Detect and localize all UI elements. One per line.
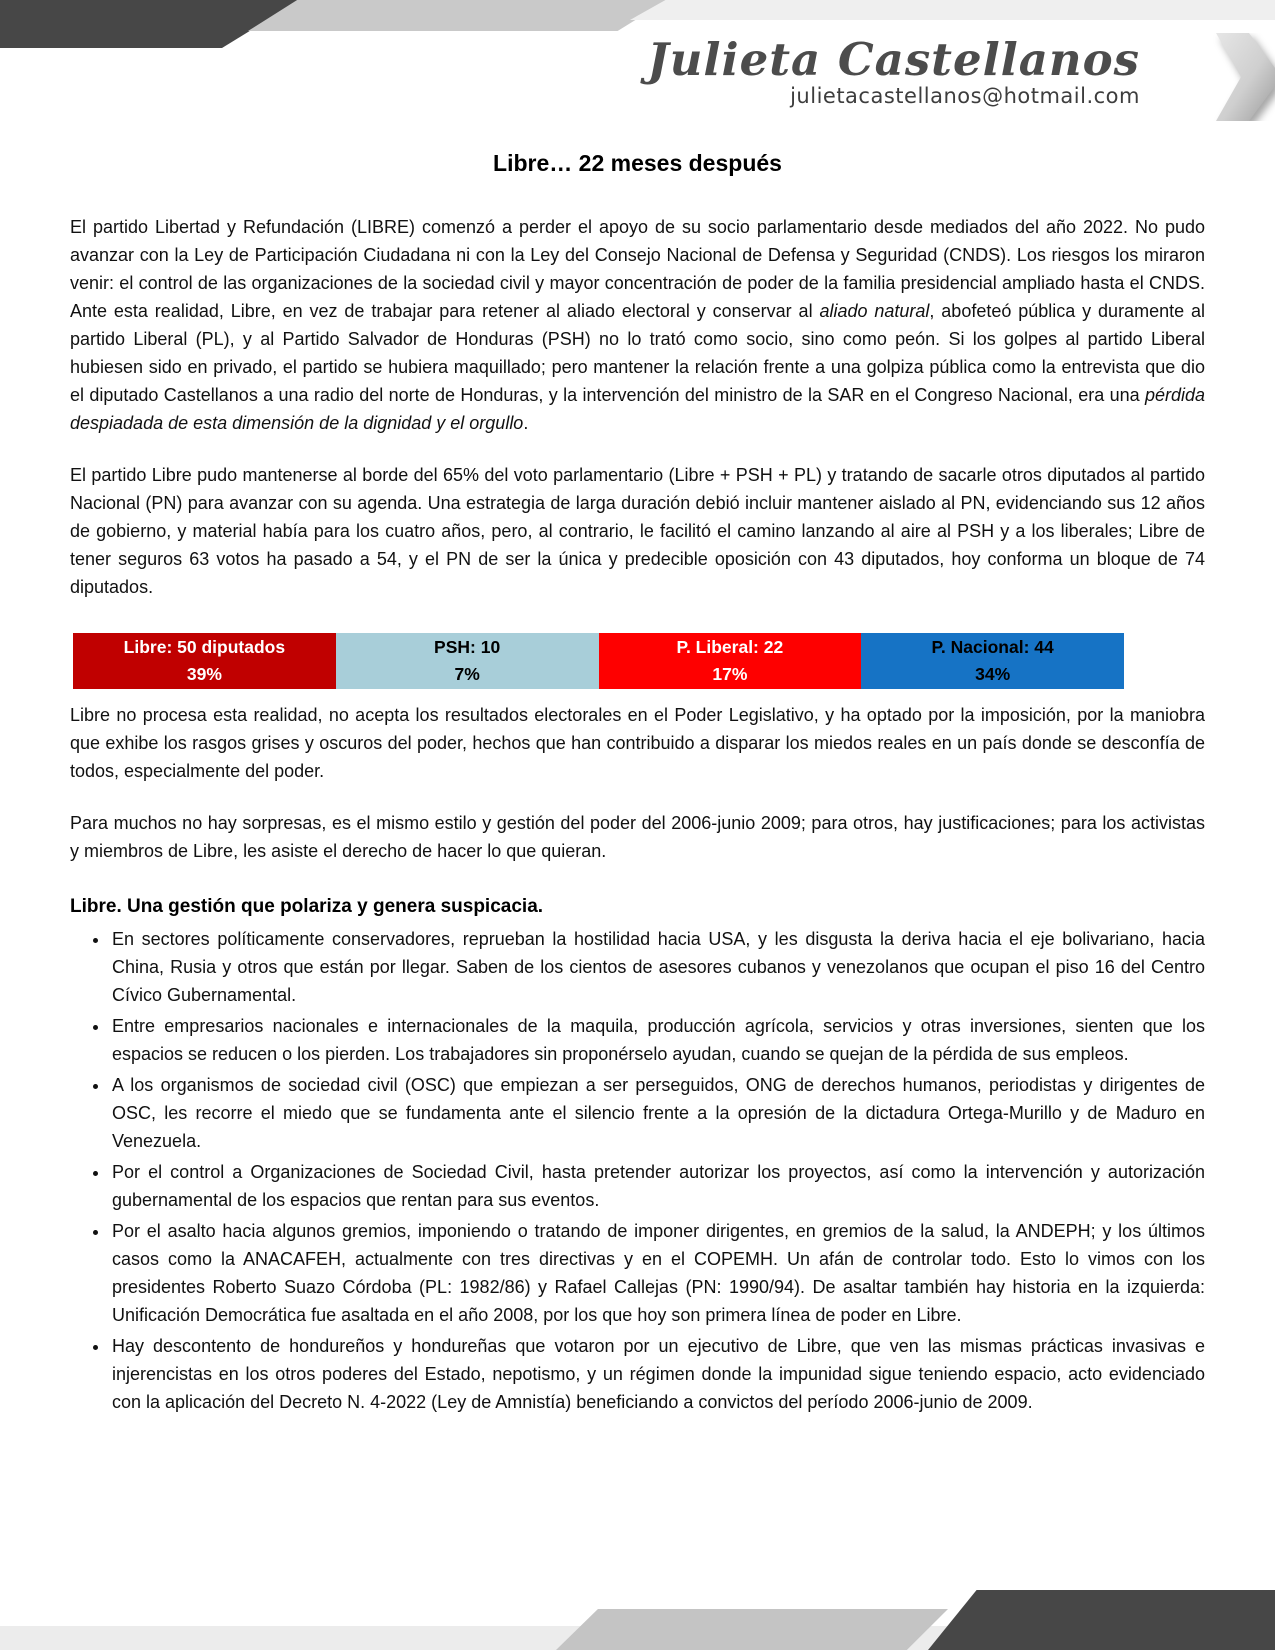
bullet-item-2: • Entre empresarios nacionales e internacionales de la maquila, producción agrícola, servicios y otras inversiones, sienten que los espacios se reducen o los pierden. Los trabajadores sin proponérselo ayudan, cuando se quejan de la pérdida de sus empleos. xyxy=(110,1012,1205,1068)
bullet-list xyxy=(70,925,1205,1416)
seat-cell-psh-percent: 7% xyxy=(454,664,480,684)
header-dark-parallelogram xyxy=(0,0,300,48)
seat-cell-nacional-percent: 34% xyxy=(975,664,1011,684)
seat-cell-nacional-label: P. Nacional: 44 xyxy=(931,637,1054,657)
header-gray-parallelogram xyxy=(248,0,668,31)
paragraph-1-text-cont: , abofeteó pública y duramente al partido Liberal (PL), y al Partido Salvador de Honduras (PSH) no lo trató como socio, sino como peón. Si los golpes al partido Liberal hubiesen sido en privado, el partido se hubiera maquillado; pero mantener la relación frente a una golpiza pública como la entrevista que dio el diputado Castellanos a una radio del norte de Honduras, y la intervención del ministro de la SAR en el Congreso Nacional, era una xyxy=(70,301,1205,405)
seat-cell-libre-label: Libre: 50 diputados xyxy=(123,637,286,657)
paragraph-2: El partido Libre pudo mantenerse al borde del 65% del voto parlamentario (Libre + PSH + PL) y tratando de sacarle otros diputados al partido Nacional (PN) para avanzar con su agenda. Una estrategia de larga duración debió incluir mantener aislado al PN, evidenciando sus 12 años de gobierno, y material había para los cuatro años, pero, al contrario, le facilitó el camino lanzando al aire al PSH y a los liberales; Libre de tener seguros 63 votos ha pasado a 54, y el PN de ser la única y predecible oposición con 43 diputados, hoy conforma un bloque de 74 diputados. xyxy=(70,465,1205,597)
paragraph-4: Para muchos no hay sorpresas, es el mismo estilo y gestión del poder del 2006-junio 2009; para otros, hay justificaciones; para los activistas y miembros de Libre, les asiste el derecho de hacer lo que quieran. xyxy=(70,813,1205,861)
paragraph-1-text: El partido Libertad y Refundación (LIBRE) comenzó a perder el apoyo de su socio parlamentario desde mediados del año 2022. No pudo avanzar con la Ley de Participación Ciudadana ni con la Ley del Consejo Nacional de Defensa y Seguridad (CNDS). Los riesgos los miraron venir: el control de las organizaciones de la sociedad civil y mayor concentración de poder de la familia presidencial ampliado hasta el CNDS. Ante esta realidad, Libre, en vez de trabajar para retener al aliado electoral y conservar al xyxy=(70,217,1205,321)
section-heading: Libre. Una gestión que polariza y genera suspicacia. xyxy=(70,896,544,917)
footer-gray-parallelogram xyxy=(556,1609,948,1650)
seat-cell-liberal xyxy=(599,633,862,689)
seat-cell-nacional xyxy=(861,633,1124,689)
paragraph-1 xyxy=(70,213,1205,437)
bullet-item-4: • Por el control a Organizaciones de Sociedad Civil, hasta pretender autorizar los proyectos, así como la intervención y autorización gubernamental de los espacios que rentan para sus eventos. xyxy=(110,1158,1205,1214)
footer-dark-parallelogram xyxy=(928,1590,1275,1650)
paragraph-1-italic-aliado-natural: aliado natural xyxy=(819,301,930,321)
seat-cell-liberal-percent: 17% xyxy=(712,664,748,684)
bullet-item-5: • Por el asalto hacia algunos gremios, imponiendo o tratando de imponer dirigentes, en gremios de la salud, la ANDEPH; y los últimos casos como la ANACAFEH, actualmente con tres directivas y en el COPEMH. Un afán de controlar todo. Esto lo vimos con los presidentes Roberto Suazo Córdoba (PL: 1982/86) y Rafael Callejas (PN: 1990/94). De asaltar también hay historia en la izquierda: Unificación Democrática fue asaltada en el año 2008, por los que hoy son primera línea de poder en Libre. xyxy=(110,1217,1205,1329)
bullet-item-1: • En sectores políticamente conservadores, reprueban la hostilidad hacia USA, y les disgusta la deriva hacia el eje bolivariano, hacia China, Rusia y otros que están por llegar. Saben de los cientos de asesores cubanos y venezolanos que ocupan el piso 16 del Centro Cívico Gubernamental. xyxy=(110,925,1205,1009)
seats-distribution-table xyxy=(73,633,1124,689)
paragraph-1-period: . xyxy=(523,413,529,433)
paragraph-1-italic-closing: pérdida despiadada de esta dimensión de la dignidad y el orgullo xyxy=(70,385,1205,433)
document-content xyxy=(70,150,1205,1419)
seat-cell-psh-label: PSH: 10 xyxy=(434,637,501,657)
seat-cell-psh xyxy=(336,633,599,689)
bullet-item-3: • A los organismos de sociedad civil (OSC) que empiezan a ser perseguidos, ONG de derechos humanos, periodistas y dirigentes de OSC, les recorre el miedo que se fundamenta ante el silencio frente a la opresión de la dictadura Ortega-Murillo y de Maduro en Venezuela. xyxy=(110,1071,1205,1155)
bullet-item-6: • Hay descontento de hondureños y hondureñas que votaron por un ejecutivo de Libre, que ven las mismas prácticas invasivas e injerencistas en los otros poderes del Estado, nepotismo, y un régimen donde la impunidad sigue teniendo espacio, acto evidenciado con la aplicación del Decreto N. 4-2022 (Ley de Amnistía) beneficiando a convictos del período 2006-junio de 2009. xyxy=(110,1332,1205,1416)
seat-cell-libre xyxy=(73,633,336,689)
document-title: Libre… 22 meses después xyxy=(493,150,782,176)
author-signature: Julieta Castellanos xyxy=(647,33,1140,86)
seat-cell-liberal-label: P. Liberal: 22 xyxy=(676,637,784,657)
brand-block xyxy=(647,34,1140,108)
paragraph-3: Libre no procesa esta realidad, no acepta los resultados electorales en el Poder Legislativo, y ha optado por la imposición, por la maniobra que exhibe los rasgos grises y oscuros del poder, hechos que han contribuido a disparar los miedos reales en un país donde se desconfía de todos, especialmente del poder. xyxy=(70,705,1205,781)
author-email: julietacastellanos@hotmail.com xyxy=(790,84,1140,108)
seat-cell-libre-percent: 39% xyxy=(186,664,222,684)
chevron-arrow-icon xyxy=(1213,33,1275,121)
header-pale-band xyxy=(630,0,1275,20)
